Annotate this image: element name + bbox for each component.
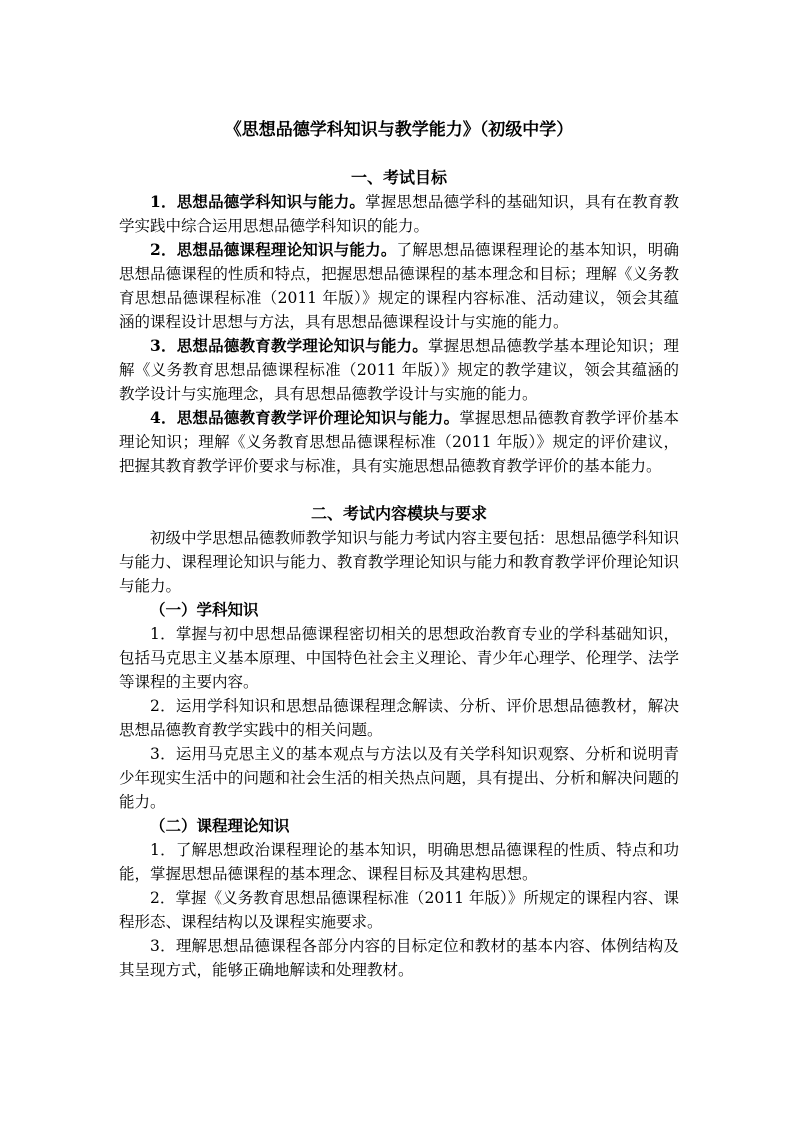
subsection-heading-subject-knowledge: （一）学科知识	[150, 600, 259, 619]
document-page	[119, 118, 679, 982]
objective-item-4	[119, 406, 679, 478]
objective-item-3	[119, 334, 679, 406]
subsection-heading-curriculum-theory: （二）课程理论知识	[150, 816, 290, 835]
objective-item-3-text: 掌握思想品德教学基本理论知识；理解《义务教育思想品德课程标准（2011 年版）》规定的教学建议，领会其蕴涵的教学设计与实施理念，具有思想品德教学设计与实施的能力。	[119, 337, 679, 403]
subject-knowledge-item-2: 2．运用学科知识和思想品德课程理念解读、分析、评价思想品德教材，解决思想品德教育教学实践中的相关问题。	[119, 697, 679, 739]
objective-item-1	[119, 190, 679, 238]
section-heading-exam-objectives: 一、考试目标	[350, 168, 447, 187]
objective-item-2	[119, 238, 679, 334]
subject-knowledge-item-1: 1．掌握与初中思想品德课程密切相关的思想政治教育专业的学科基础知识，包括马克思主义基本原理、中国特色社会主义理论、青少年心理学、伦理学、法学等课程的主要内容。	[119, 625, 679, 691]
curriculum-theory-item-2: 2．掌握《义务教育思想品德课程标准（2011 年版）》所规定的课程内容、课程形态、课程结构以及课程实施要求。	[119, 889, 679, 931]
objective-item-3-lead: 3．思想品德教育教学理论知识与能力。	[150, 336, 428, 355]
objective-item-1-text: 掌握思想品德学科的基础知识，具有在教育教学实践中综合运用思想品德学科知识的能力。	[119, 193, 679, 235]
objective-item-4-lead: 4．思想品德教育教学评价理论知识与能力。	[150, 408, 460, 427]
section-heading-content-modules: 二、考试内容模块与要求	[310, 504, 487, 523]
subject-knowledge-item-3: 3．运用马克思主义的基本观点与方法以及有关学科知识观察、分析和说明青少年现实生活中的问题和社会生活的相关热点问题，具有提出、分析和解决问题的能力。	[119, 745, 679, 811]
objective-item-4-text: 掌握思想品德教育教学评价基本理论知识；理解《义务教育思想品德课程标准（2011 年版）》规定的评价建议，把握其教育教学评价要求与标准，具有实施思想品德教育教学评价的基本能力。	[119, 409, 679, 475]
curriculum-theory-item-1: 1．了解思想政治课程理论的基本知识，明确思想品德课程的性质、特点和功能，掌握思想品德课程的基本理念、课程目标及其建构思想。	[119, 841, 679, 883]
page-title: 《思想品德学科知识与教学能力》（初级中学）	[224, 120, 574, 140]
objective-item-2-lead: 2．思想品德课程理论知识与能力。	[150, 240, 397, 259]
objective-item-1-lead: 1．思想品德学科知识与能力。	[150, 192, 366, 211]
curriculum-theory-item-3: 3．理解思想品德课程各部分内容的目标定位和教材的基本内容、体例结构及其呈现方式，能够正确地解读和处理教材。	[119, 937, 679, 979]
content-intro: 初级中学思想品德教师教学知识与能力考试内容主要包括：思想品德学科知识与能力、课程理论知识与能力、教育教学理论知识与能力和教育教学评价理论知识与能力。	[119, 529, 679, 595]
objective-item-2-text: 了解思想品德课程理论的基本知识，明确思想品德课程的性质和特点，把握思想品德课程的基本理念和目标；理解《义务教育思想品德课程标准（2011 年版）》规定的课程内容标准、活动建议，领会其蕴涵的课程设计思想与方法，具有思想品德课程设计与实施的能力。	[119, 241, 679, 331]
